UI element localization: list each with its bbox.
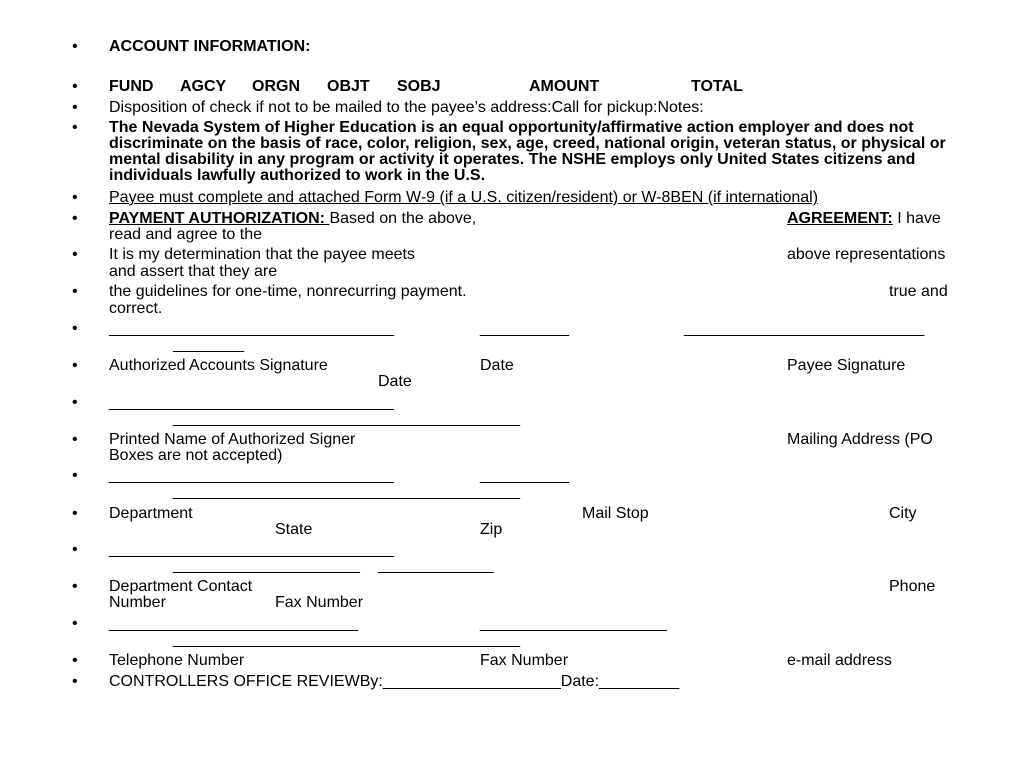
bullet: • [72, 320, 78, 337]
email-line[interactable]: _______________________________________ [173, 631, 521, 648]
bullet: • [72, 283, 78, 300]
column-total: TOTAL [691, 78, 743, 95]
bullet: • [72, 78, 78, 95]
bullet: • [72, 673, 78, 690]
phone-label: Phone [889, 578, 936, 595]
printed-name-line[interactable]: ________________________________ [109, 394, 394, 411]
city-label: City [889, 505, 917, 522]
department-label: Department [109, 505, 193, 522]
guidelines-text: the guidelines for one-time, nonrecurring payment. [109, 283, 467, 300]
bullet: • [72, 119, 78, 136]
column-sobj: SOBJ [397, 78, 441, 95]
fax-number-line[interactable]: _____________ [378, 557, 494, 574]
department-line[interactable]: ________________________________ [109, 467, 394, 484]
column-agcy: AGCY [180, 78, 227, 95]
payee-signature-line[interactable]: ___________________________ [684, 320, 925, 337]
controllers-office-review: CONTROLLERS OFFICE REVIEWBy:____________________Date:_________ [109, 673, 680, 690]
payment-authorization [109, 211, 476, 227]
bullet: • [72, 210, 78, 227]
column-fund: FUND [109, 78, 154, 95]
disposition-text: Disposition of check if not to be mailed to the payee’s address:Call for pickup:Notes: [109, 99, 704, 116]
determination-wrap: and assert that they are [109, 263, 278, 280]
agreement-text: I have [892, 210, 941, 227]
bullet: • [72, 357, 78, 374]
bullet: • [72, 467, 78, 484]
bullet: • [72, 505, 78, 522]
payee-date-label: Date [378, 373, 412, 390]
mailing-address-label: Mailing Address (PO [787, 431, 933, 448]
department-contact-line[interactable]: ________________________________ [109, 541, 394, 558]
bullet: • [72, 615, 78, 632]
bullet: • [72, 99, 78, 116]
column-amount: AMOUNT [529, 78, 600, 95]
city-state-zip-line[interactable]: _______________________________________ [173, 483, 521, 500]
date-line[interactable]: __________ [480, 320, 569, 337]
agreement-wrap: read and agree to the [109, 226, 263, 243]
column-objt: OBJT [327, 78, 370, 95]
guidelines-wrap: correct. [109, 300, 163, 317]
bullet: • [72, 431, 78, 448]
bullet: • [72, 38, 78, 55]
agreement [787, 211, 941, 227]
bullet: • [72, 652, 78, 669]
bullet: • [72, 189, 78, 206]
department-contact-label: Department Contact [109, 578, 253, 595]
fax-number-label: Fax Number [275, 594, 364, 611]
bullet: • [72, 541, 78, 558]
column-orgn: ORGN [252, 78, 300, 95]
mail-stop-line[interactable]: __________ [480, 467, 569, 484]
mailing-address-wrap: Boxes are not accepted) [109, 447, 283, 464]
fax-line[interactable]: _____________________ [480, 615, 667, 632]
mail-stop-label: Mail Stop [582, 505, 649, 522]
bullet: • [72, 394, 78, 411]
payment-authorization-label: PAYMENT AUTHORIZATION: [109, 210, 330, 227]
payee-date-line[interactable]: ________ [173, 336, 245, 353]
date-label: Date [480, 357, 514, 374]
phone-number-line[interactable]: _____________________ [173, 557, 360, 574]
printed-name-label: Printed Name of Authorized Signer [109, 431, 356, 448]
bullet: • [72, 578, 78, 595]
authorized-signature-line[interactable]: ________________________________ [109, 320, 394, 337]
account-info-heading: ACCOUNT INFORMATION: [109, 38, 311, 55]
telephone-label: Telephone Number [109, 652, 245, 669]
payee-signature-label: Payee Signature [787, 357, 906, 374]
number-label: Number [109, 594, 166, 611]
telephone-line[interactable]: ____________________________ [109, 615, 359, 632]
agreement-label: AGREEMENT: [787, 210, 893, 227]
determination-text: It is my determination that the payee meets [109, 246, 415, 263]
zip-label: Zip [480, 521, 503, 538]
true-and-text: true and [889, 283, 948, 300]
payment-authorization-text: Based on the above, [329, 210, 477, 227]
representations-text: above representations [787, 246, 946, 263]
payee-form-instruction: Payee must complete and attached Form W-9 (if a U.S. citizen/resident) or W-8BEN (if international) [109, 189, 819, 206]
email-label: e-mail address [787, 652, 892, 669]
equal-opportunity-statement: The Nevada System of Higher Education is an equal opportunity/affirmative action employer and does not discriminate on the basis of race, color, religion, sex, age, creed, national origin, veteran status, or physical or mental disability in any program or activity it operates. The NSHE employs only United States citizens and individuals lawfully authorized to work in the U.S. [109, 119, 946, 184]
authorized-signature-label: Authorized Accounts Signature [109, 357, 328, 374]
mailing-address-line[interactable]: _______________________________________ [173, 410, 521, 427]
state-label: State [275, 521, 313, 538]
bullet: • [72, 246, 78, 263]
fax-label: Fax Number [480, 652, 569, 669]
